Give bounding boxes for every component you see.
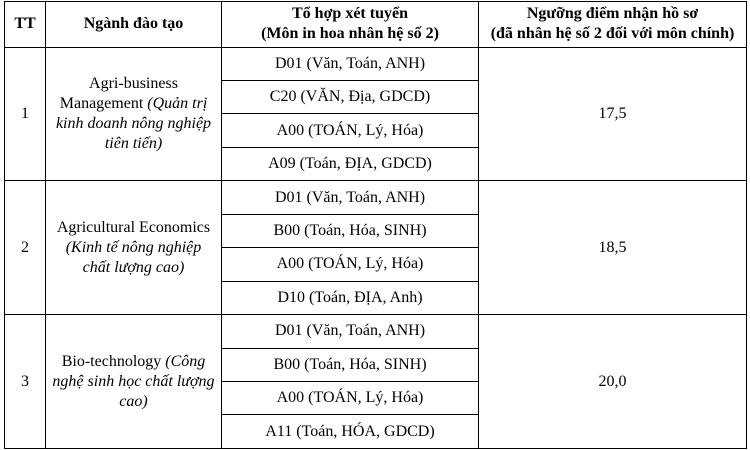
admissions-table [4,1,747,449]
row-number: 1 [5,47,46,181]
header-threshold-line2: (đã nhân hệ số 2 đối với môn chính) [490,25,735,43]
combination-cell: A00 (TOÁN, Lý, Hóa) [222,248,479,281]
major-name-vi: (Kinh tế nông nghiệp chất lượng cao) [65,238,202,276]
row-number: 2 [5,181,46,315]
header-threshold [479,2,747,48]
threshold-score: 18,5 [479,181,747,315]
header-threshold-line1: Ngưỡng điểm nhận hồ sơ [526,5,699,23]
combination-cell: A11 (Toán, HÓA, GDCD) [222,415,479,449]
major-name-vi: (Công nghệ sinh học chất lượng cao) [52,352,215,410]
major-name-en: Agricultural Economics [56,218,211,236]
table-row [5,47,747,80]
table-row [5,315,747,348]
header-combination-line2: (Môn in hoa nhân hệ số 2) [261,25,439,43]
combination-cell: A00 (TOÁN, Lý, Hóa) [222,381,479,414]
major-name [46,315,222,449]
major-name-vi: (Quản trị kinh doanh nông nghiệp tiên tiến) [55,94,212,152]
header-combination [222,2,479,48]
header-row [5,2,747,48]
major-name [46,181,222,315]
row-number: 3 [5,315,46,449]
combination-cell: A09 (Toán, ĐỊA, GDCD) [222,147,479,180]
combination-cell: D01 (Văn, Toán, ANH) [222,47,479,80]
threshold-score: 20,0 [479,315,747,449]
header-major: Ngành đào tạo [46,2,222,48]
combination-cell: D01 (Văn, Toán, ANH) [222,315,479,348]
threshold-score: 17,5 [479,47,747,181]
combination-cell: D01 (Văn, Toán, ANH) [222,181,479,214]
combination-cell: A00 (TOÁN, Lý, Hóa) [222,114,479,147]
major-name-en: Bio-technology [61,352,162,370]
header-tt: TT [5,2,46,48]
major-name-en: Agri-business Management [59,74,178,112]
header-combination-line1: Tổ hợp xét tuyển [292,5,408,23]
combination-cell: B00 (Toán, Hóa, SINH) [222,348,479,381]
combination-cell: C20 (VĂN, Địa, GDCD) [222,81,479,114]
table-row [5,181,747,214]
combination-cell: B00 (Toán, Hóa, SINH) [222,214,479,247]
combination-cell: D10 (Toán, ĐỊA, Anh) [222,281,479,314]
major-name [46,47,222,181]
